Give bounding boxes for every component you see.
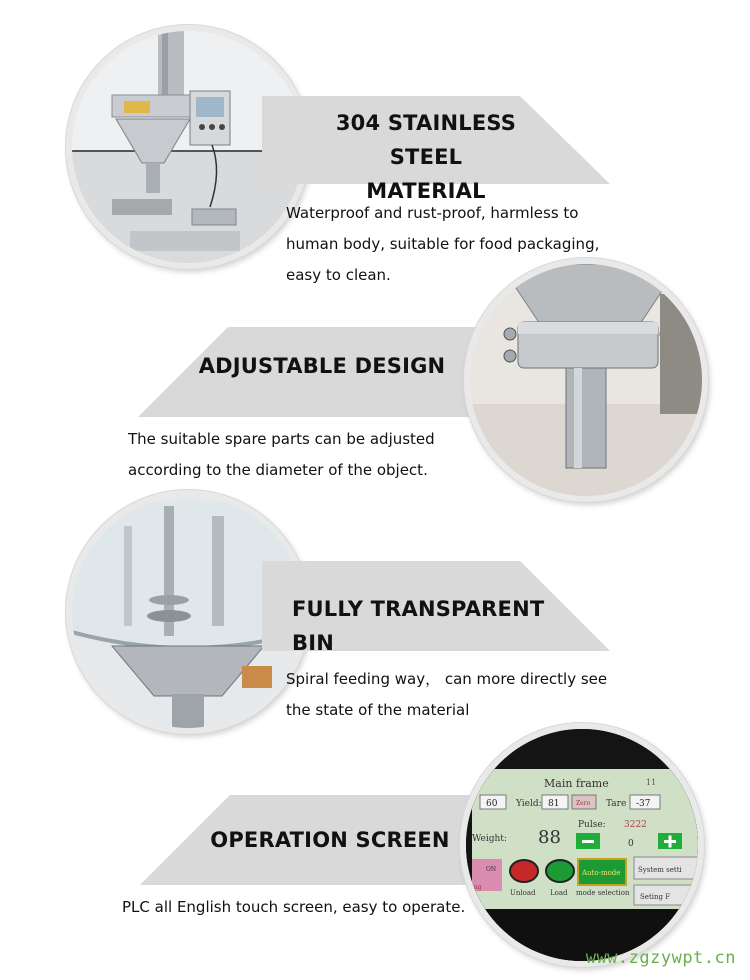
yield-label: Yield: xyxy=(516,799,542,809)
tare-value: -37 xyxy=(636,799,651,809)
description-line: The suitable spare parts can be adjusted xyxy=(128,430,435,448)
setting-label: Seting F xyxy=(640,893,671,901)
zero-label: Zero xyxy=(576,800,591,807)
side-label: ing xyxy=(472,884,482,891)
weight-value: 88 xyxy=(538,827,561,848)
banner-title xyxy=(194,349,450,383)
pulse-value: 3222 xyxy=(624,820,647,830)
yield-value: 81 xyxy=(548,799,560,809)
description-line: PLC all English touch screen, easy to operate. xyxy=(122,898,466,916)
banner-title xyxy=(202,823,458,857)
banner-title-line: 304 STAINLESS STEEL xyxy=(335,111,517,169)
description-line: human body, suitable for food packaging, xyxy=(286,235,600,253)
section-4-description xyxy=(122,892,465,923)
banner-title-line: FULLY TRANSPARENT BIN xyxy=(292,597,545,655)
pulse-label: Pulse: xyxy=(578,820,606,830)
description-line: according to the diameter of the object. xyxy=(128,461,428,479)
mode-selection-label: mode selection xyxy=(576,889,630,897)
photo-touch-screen xyxy=(460,723,704,967)
banner-section-2 xyxy=(138,327,484,417)
banner-section-4 xyxy=(140,795,486,885)
section-3-description xyxy=(286,664,607,726)
auto-mode-label: Auto-mode xyxy=(582,869,621,877)
tare-label: Tare xyxy=(606,799,627,809)
weight-label: Weight: xyxy=(472,834,507,844)
banner-title-line: ADJUSTABLE DESIGN xyxy=(198,354,446,378)
system-settings-label: System setti xyxy=(638,866,682,874)
screen-clock: 11 xyxy=(646,778,657,787)
description-line: easy to clean. xyxy=(286,266,391,284)
on-label: ON xyxy=(486,866,497,873)
unload-button[interactable] xyxy=(510,860,538,882)
pulse-count: 0 xyxy=(628,839,634,849)
banner-title xyxy=(292,592,554,660)
load-button[interactable] xyxy=(546,860,574,882)
unload-label: Unload xyxy=(510,889,536,897)
banner-section-1 xyxy=(262,96,610,203)
watermark: www.zgzywpt.cn xyxy=(585,948,736,968)
banner-title-line: OPERATION SCREEN xyxy=(210,828,450,852)
load-label: Load xyxy=(550,889,568,897)
photo-adjustable-nozzle xyxy=(464,258,708,502)
minus-icon xyxy=(582,840,594,843)
banner-section-3 xyxy=(262,561,610,655)
description-line: the state of the material xyxy=(286,701,470,719)
banner-title xyxy=(296,106,556,208)
description-line: Waterproof and rust-proof, harmless to xyxy=(286,204,579,222)
description-line: Spiral feeding way， can more directly see xyxy=(286,670,608,688)
banner-title-line: MATERIAL xyxy=(366,179,486,203)
section-2-description xyxy=(128,424,435,486)
set-value: 60 xyxy=(486,799,498,809)
screen-title: Main frame xyxy=(544,777,609,790)
